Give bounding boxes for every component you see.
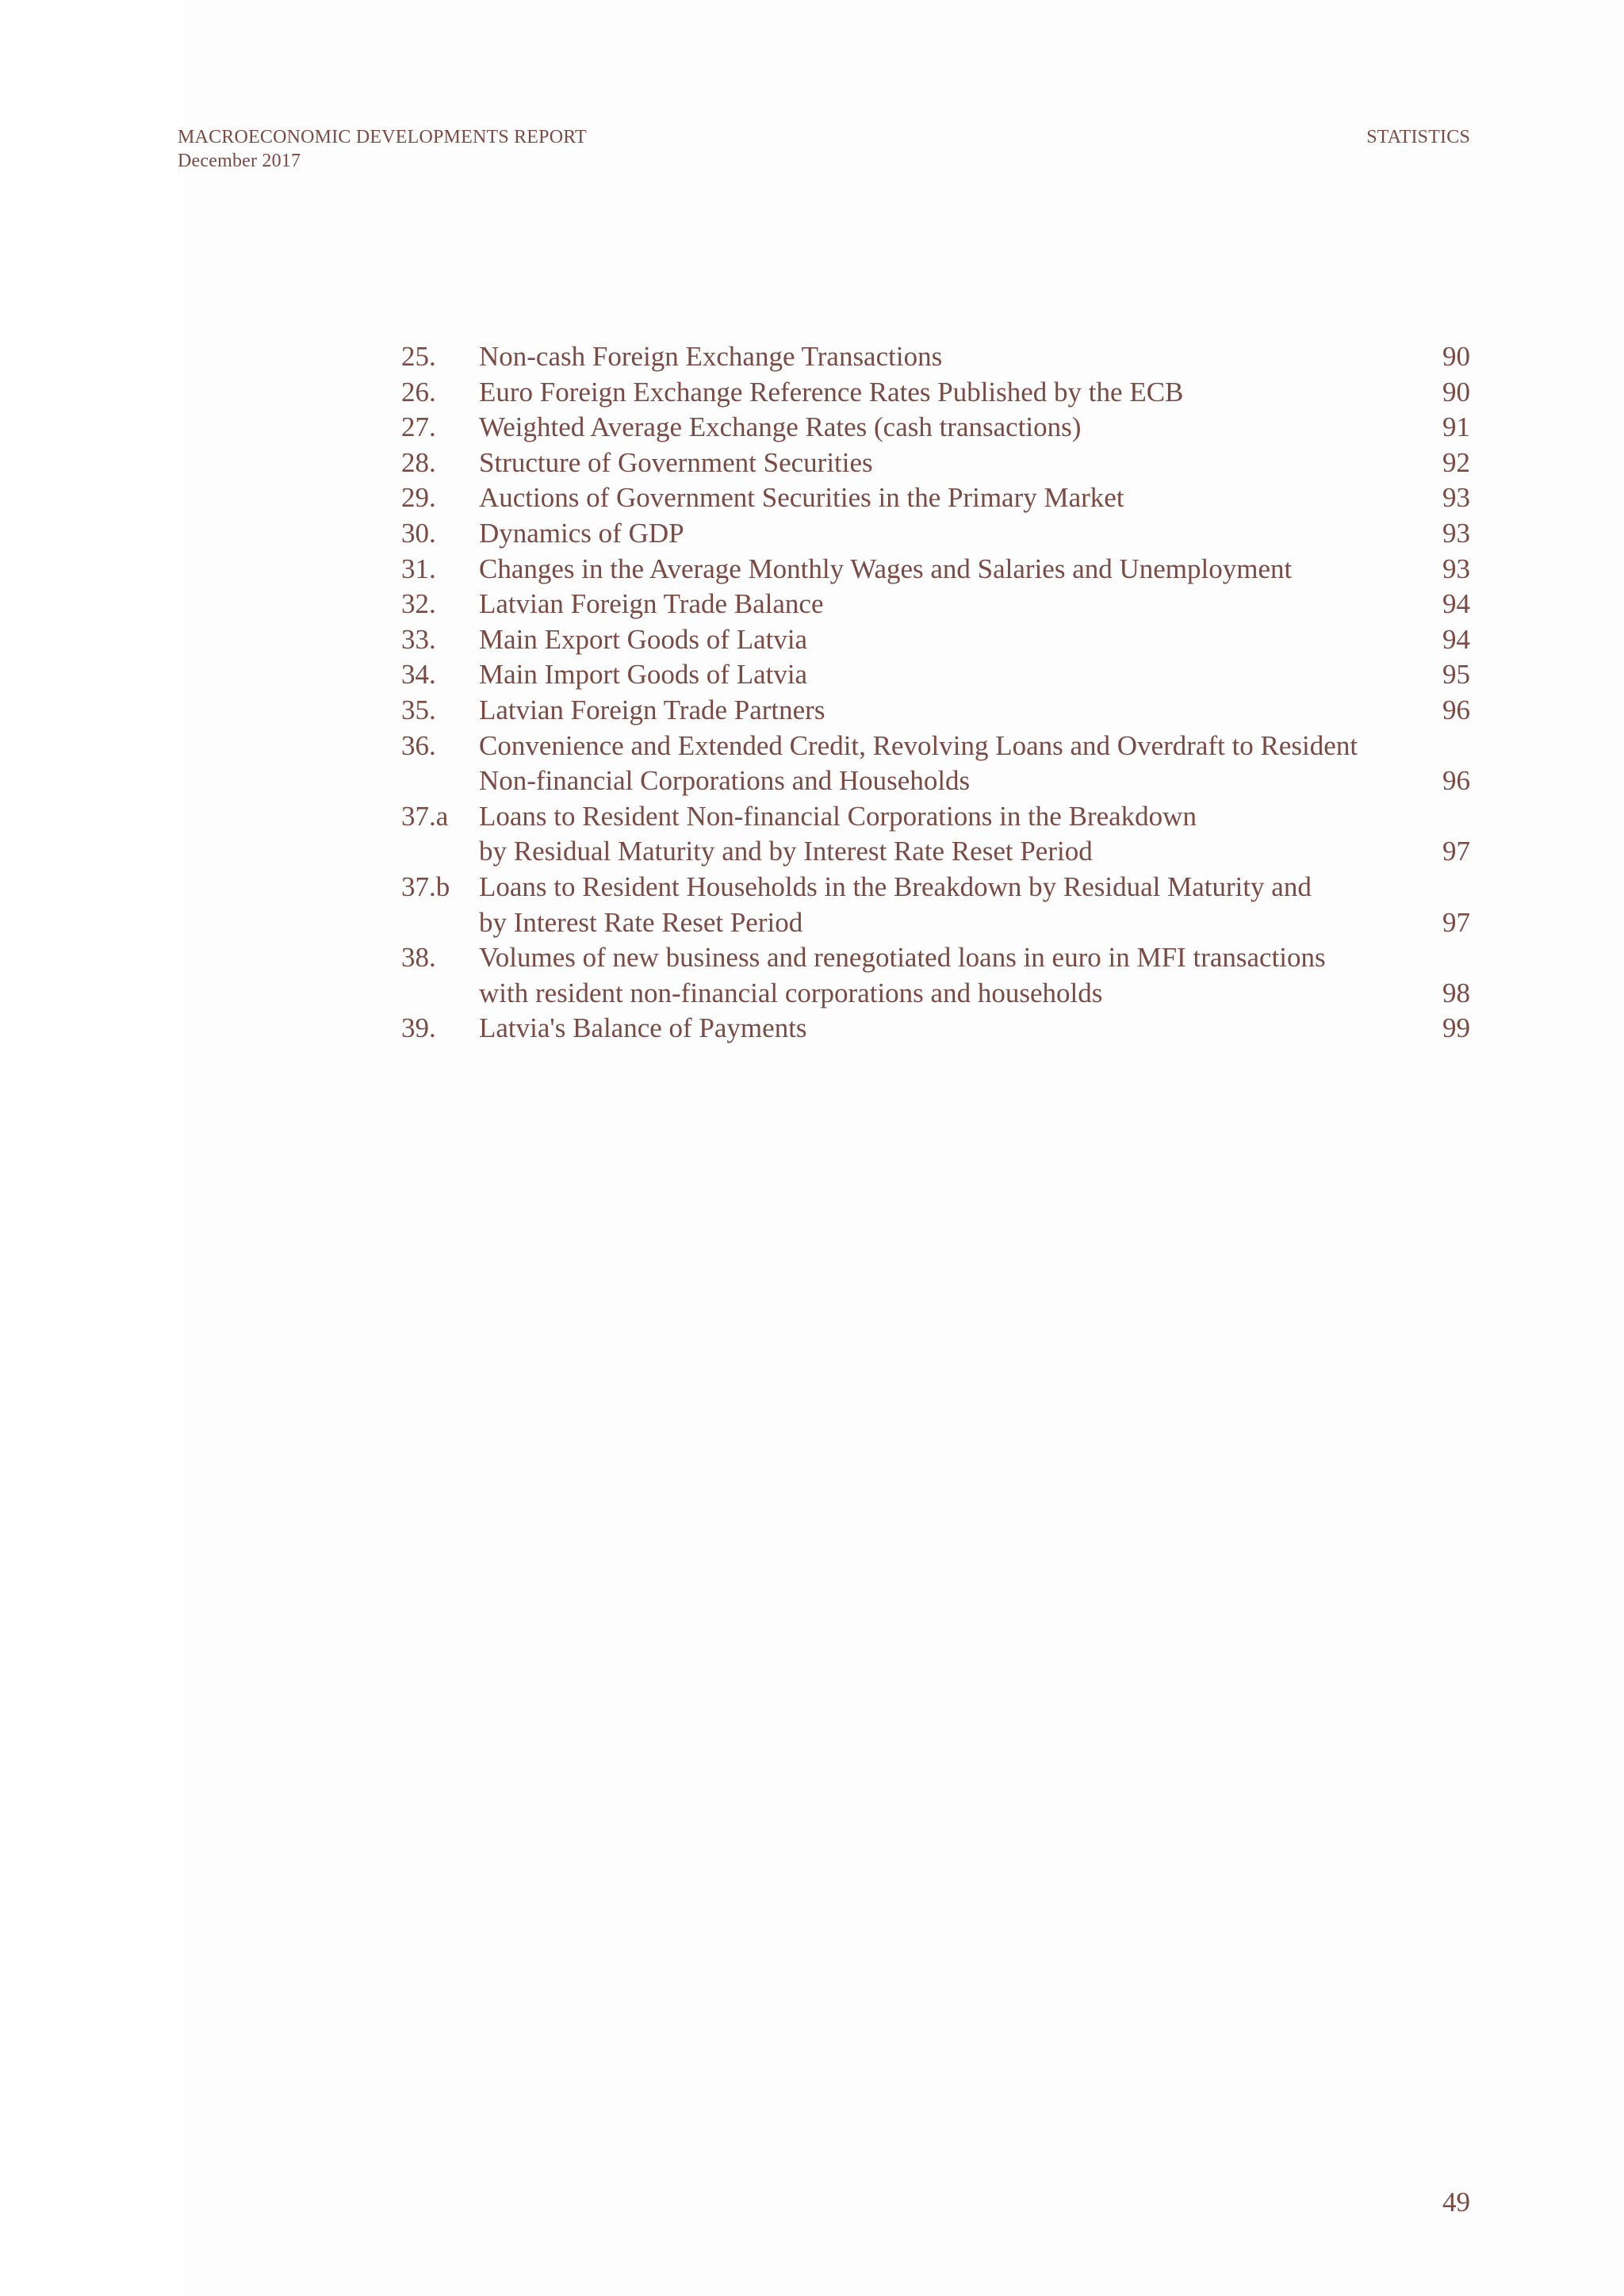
toc-entry[interactable] [401,446,1470,481]
toc-entry-page: 97 [1442,906,1470,938]
toc-entry[interactable] [401,410,1470,446]
toc-entry[interactable] [401,1011,1470,1047]
toc-entry-number: 31. [401,553,436,584]
toc-entry[interactable] [401,693,1470,729]
toc-entry-title [479,480,1407,516]
toc-entry-page: 96 [1442,765,1470,797]
toc-entry-title-line: Changes in the Average Monthly Wages and Salaries and Unemployment [479,553,1293,584]
toc-entry-number: 32. [401,588,436,620]
toc-entry-page: 91 [1442,411,1470,443]
toc-entry-number: 37.b [401,871,450,902]
toc-entry-title-line: Loans to Resident Non-financial Corporations in the Breakdown [479,800,1197,832]
toc-entry-title-line: Main Export Goods of Latvia [479,623,808,655]
toc-entry-title [479,516,1407,552]
toc-entry-title-line: Non-financial Corporations and Households [479,765,971,797]
toc-entry[interactable] [401,516,1470,552]
toc-entry-number: 39. [401,1012,436,1044]
toc-entry[interactable] [401,657,1470,693]
toc-entry-title-line: Latvian Foreign Trade Balance [479,588,824,620]
toc-entry-title [479,729,1407,799]
toc-entry-title [479,1011,1407,1047]
toc-entry-number: 36. [401,729,436,761]
toc-entry-title-line: Euro Foreign Exchange Reference Rates Published by the ECB [479,376,1184,408]
toc-entry-page: 93 [1442,553,1470,584]
toc-entry-page: 95 [1442,659,1470,691]
toc-entry-title-line: Auctions of Government Securities in the Primary Market [479,482,1124,514]
toc-entry-number: 35. [401,694,436,725]
toc-entry[interactable] [401,587,1470,622]
page-number: 49 [1442,2187,1470,2218]
toc-entry[interactable] [401,870,1470,940]
toc-entry-title [479,410,1407,446]
toc-entry[interactable] [401,799,1470,870]
toc-entry-number: 27. [401,411,436,443]
toc-entry-title-line: by Interest Rate Reset Period [479,906,803,938]
toc-entry-title-line: Convenience and Extended Credit, Revolving Loans and Overdraft to Resident [479,729,1358,761]
toc-entry-number: 25. [401,341,436,372]
toc-entry-title [479,693,1407,729]
toc-entry-title-line: Dynamics of GDP [479,517,684,549]
toc-entry-page: 93 [1442,517,1470,549]
toc-entry-title-line: with resident non-financial corporations and households [479,977,1103,1008]
toc-entry-title [479,552,1407,587]
toc-entry-title [479,940,1407,1011]
toc-entry-page: 99 [1442,1012,1470,1044]
toc-entry-number: 28. [401,446,436,478]
toc-entry-title-line: Structure of Government Securities [479,446,873,478]
toc-entry-title [479,587,1407,622]
section-title: STATISTICS [1366,127,1470,147]
toc-entry-page: 94 [1442,588,1470,620]
toc-entry-title [479,657,1407,693]
toc-entry-number: 38. [401,942,436,974]
toc-entry-page: 97 [1442,836,1470,867]
report-header [178,125,587,173]
toc-entry[interactable] [401,375,1470,411]
toc-entry[interactable] [401,729,1470,799]
toc-entry[interactable] [401,940,1470,1011]
toc-entry-title-line: by Residual Maturity and by Interest Rate Reset Period [479,836,1093,867]
toc-entry-title [479,339,1407,375]
table-of-contents [401,339,1470,1047]
toc-entry-title-line: Latvia's Balance of Payments [479,1012,807,1044]
toc-entry-title [479,622,1407,658]
toc-entry-title [479,799,1407,870]
toc-entry-page: 98 [1442,977,1470,1008]
toc-entry-title-line: Loans to Resident Households in the Breakdown by Residual Maturity and [479,871,1312,902]
toc-entry-title-line: Main Import Goods of Latvia [479,659,808,691]
toc-entry-title [479,446,1407,481]
toc-entry-title [479,375,1407,411]
toc-entry-number: 33. [401,623,436,655]
toc-entry-page: 94 [1442,623,1470,655]
toc-entry-title-line: Weighted Average Exchange Rates (cash transactions) [479,411,1082,443]
toc-entry-title [479,870,1407,940]
toc-entry-page: 90 [1442,341,1470,372]
toc-entry-title-line: Volumes of new business and renegotiated loans in euro in MFI transactions [479,942,1326,974]
toc-entry-page: 92 [1442,446,1470,478]
toc-entry-page: 96 [1442,694,1470,725]
toc-entry-title-line: Non-cash Foreign Exchange Transactions [479,341,943,372]
toc-entry-number: 29. [401,482,436,514]
report-title: MACROECONOMIC DEVELOPMENTS REPORT [178,127,587,147]
toc-entry[interactable] [401,622,1470,658]
toc-entry-number: 34. [401,659,436,691]
toc-entry[interactable] [401,339,1470,375]
toc-entry[interactable] [401,480,1470,516]
toc-entry-title-line: Latvian Foreign Trade Partners [479,694,825,725]
toc-entry-number: 37.a [401,800,449,832]
toc-entry-page: 93 [1442,482,1470,514]
toc-entry[interactable] [401,552,1470,587]
toc-entry-number: 26. [401,376,436,408]
section-header [1366,125,1470,149]
toc-entry-number: 30. [401,517,436,549]
report-date: December 2017 [178,151,301,171]
toc-entry-page: 90 [1442,376,1470,408]
